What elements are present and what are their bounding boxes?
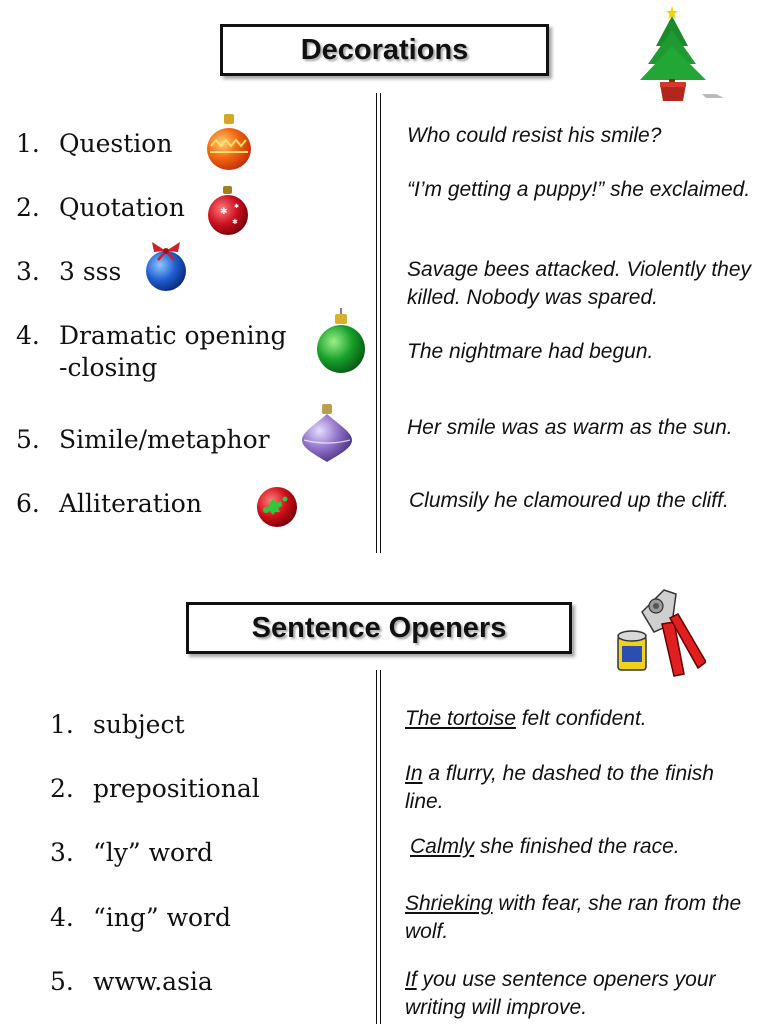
item-label: Question: [59, 129, 173, 158]
christmas-tree-icon: [636, 2, 726, 104]
example-rest: she finished the race.: [474, 835, 680, 858]
example-rest: a flurry, he dashed to the finish line.: [405, 762, 714, 813]
item-label: www.asia: [93, 967, 213, 996]
red-bauble-icon: [206, 184, 250, 238]
blue-bauble-icon: [140, 238, 190, 294]
svg-text:✱: ✱: [234, 203, 240, 210]
opener-example-4: [405, 890, 755, 946]
item-number: 5.: [50, 967, 74, 996]
opener-word: Shrieking: [405, 892, 493, 915]
opener-example-2: [405, 760, 755, 816]
item-label: Quotation: [59, 193, 185, 222]
example-rest: felt confident.: [515, 707, 647, 730]
item-label: 3 sss: [59, 257, 122, 286]
red-green-bauble-icon: [254, 484, 300, 530]
opener-example-1: [405, 705, 755, 733]
sentence-openers-title: Sentence Openers: [186, 602, 572, 654]
item-label: subject: [93, 710, 185, 739]
example-rest: with fear, she ran from the wolf.: [405, 892, 742, 943]
item-number: 5.: [16, 425, 40, 454]
opener-example-5: [405, 966, 755, 1022]
item-label: “ing” word: [93, 903, 232, 932]
item-number: 3.: [50, 838, 74, 867]
item-label-line-1: Dramatic opening: [59, 321, 287, 350]
item-label: Simile/metaphor: [59, 425, 270, 454]
orange-bauble-icon: [204, 112, 254, 174]
decoration-example-4: The nightmare had begun.: [407, 340, 654, 363]
example-rest: you use sentence openers your writing will improve.: [405, 968, 716, 1019]
purple-bauble-icon: [300, 402, 354, 464]
decoration-example-6: Clumsily he clamoured up the cliff.: [409, 489, 729, 512]
item-number: 2.: [16, 193, 40, 222]
item-number: 2.: [50, 774, 74, 803]
opener-word: The tortoise: [405, 707, 516, 730]
svg-text:✱: ✱: [232, 218, 238, 226]
green-bauble-icon: [314, 308, 368, 376]
decoration-example-3: Savage bees attacked. Violently they killed. Nobody was spared.: [407, 258, 752, 309]
item-label: prepositional: [93, 774, 260, 803]
opener-example-3: [410, 833, 760, 861]
decorations-title: Decorations: [220, 24, 549, 76]
decoration-example-2: “I’m getting a puppy!” she exclaimed.: [407, 178, 751, 201]
item-number: 1.: [50, 710, 74, 739]
decoration-example-1: Who could resist his smile?: [407, 124, 662, 147]
opener-word: Calmly: [410, 835, 475, 858]
svg-text:✱: ✱: [220, 207, 228, 217]
item-number: 6.: [16, 489, 40, 518]
item-number: 4.: [16, 321, 40, 350]
item-label: Alliteration: [59, 489, 202, 518]
item-number: 3.: [16, 257, 40, 286]
decoration-example-5: Her smile was as warm as the sun.: [407, 416, 733, 439]
item-number: 4.: [50, 903, 74, 932]
column-divider: [376, 670, 381, 1024]
item-label: “ly” word: [93, 838, 214, 867]
opener-word: In: [405, 762, 423, 785]
item-label-line-2: -closing: [59, 353, 158, 382]
can-opener-icon: [612, 584, 706, 686]
item-number: 1.: [16, 129, 40, 158]
opener-word: If: [405, 968, 417, 991]
column-divider: [376, 93, 381, 553]
